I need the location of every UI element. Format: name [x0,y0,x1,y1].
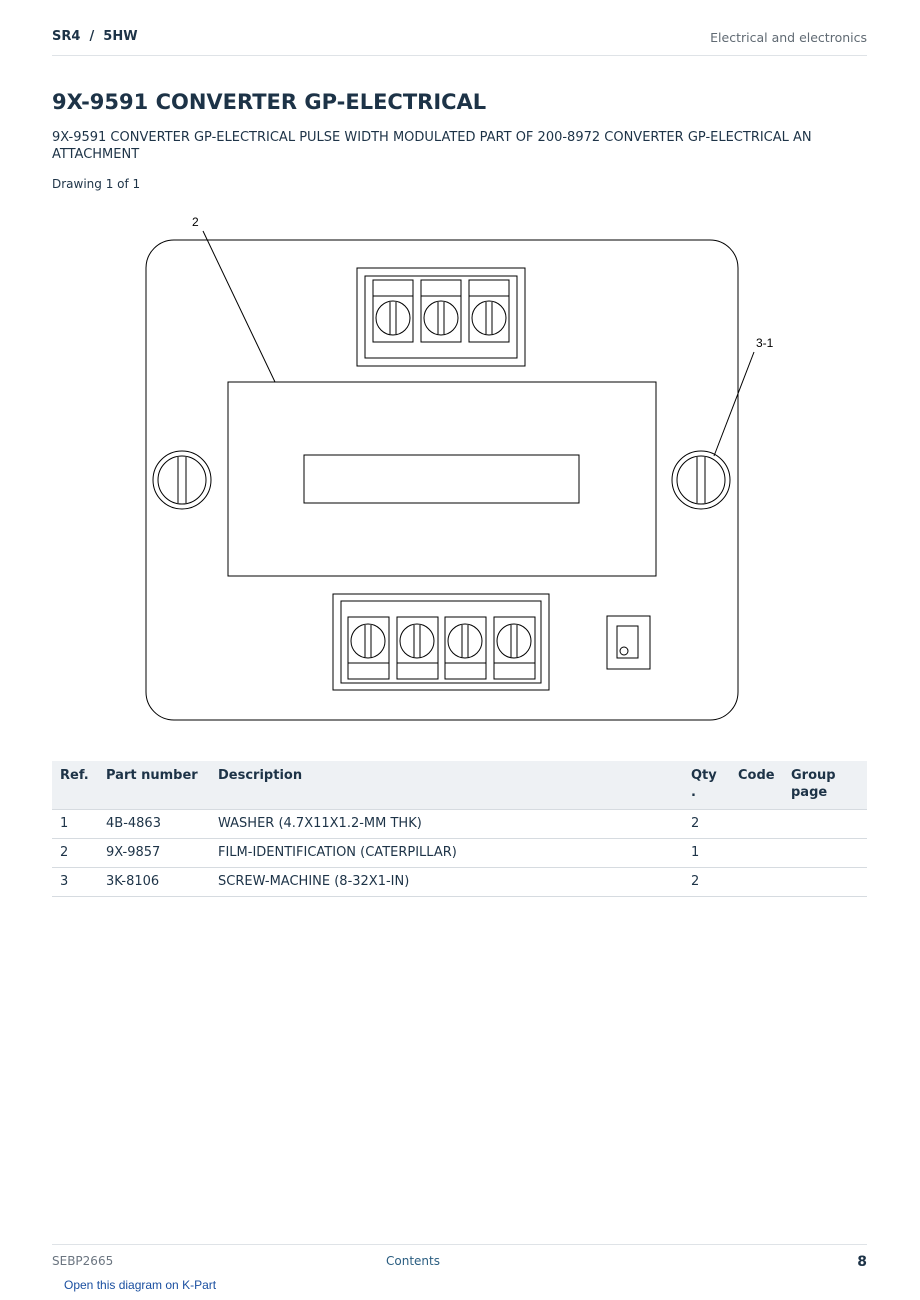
cell-qty: 2 [683,810,730,839]
cell-qty: 1 [683,839,730,868]
table-header-row [52,761,867,810]
indicator-switch [607,616,650,669]
terminal-screw [494,617,535,679]
drawing-label: Drawing 1 of 1 [52,177,141,191]
cell-part-number: 3K-8106 [98,868,210,897]
cell-code [730,868,783,897]
document-id: SEBP2665 [52,1254,114,1268]
cell-ref: 1 [52,810,98,839]
converter-plate [146,240,738,720]
cell-description: SCREW-MACHINE (8-32X1-IN) [210,868,683,897]
callout-3-1: 3-1 [756,336,774,350]
page-footer [52,1244,867,1292]
top-terminal-block [357,268,525,366]
parts-diagram [140,205,774,725]
terminal-screw [397,617,438,679]
identification-film [228,382,656,576]
mounting-screw-left [153,451,211,509]
display-window [304,455,579,503]
page-number: 8 [857,1254,867,1270]
cell-ref: 2 [52,839,98,868]
col-code: Code [730,761,783,810]
terminal-screw [373,280,413,342]
col-part-number: Part number [98,761,210,810]
breadcrumb: SR4 / 5HW [52,29,138,44]
cell-part-number: 4B-4863 [98,810,210,839]
terminal-screw [348,617,389,679]
col-group-page: Group page [783,761,867,810]
cell-group-page [783,839,867,868]
cell-group-page [783,868,867,897]
cell-code [730,810,783,839]
page-title: 9X-9591 CONVERTER GP-ELECTRICAL [52,90,487,114]
terminal-screw [421,280,461,342]
table-row [52,810,867,839]
cell-description: WASHER (4.7X11X1.2-MM THK) [210,810,683,839]
mounting-screw-right [672,451,730,509]
col-ref: Ref. [52,761,98,810]
terminal-screw [445,617,486,679]
cell-group-page [783,810,867,839]
terminal-screw [469,280,509,342]
cell-ref: 3 [52,868,98,897]
parts-table [52,761,867,897]
callout-2: 2 [192,215,199,229]
cell-part-number: 9X-9857 [98,839,210,868]
table-row [52,839,867,868]
cell-qty: 2 [683,868,730,897]
cell-code [730,839,783,868]
col-qty: Qty . [683,761,730,810]
page-subtitle: 9X-9591 CONVERTER GP-ELECTRICAL PULSE WIDTH MODULATED PART OF 200-8972 CONVERTER GP-ELECTRICAL AN ATTACHMENT [52,130,812,162]
contents-link[interactable]: Contents [386,1254,440,1268]
open-k-part-link[interactable]: Open this diagram on K-Part [64,1278,217,1292]
page-header [52,28,867,56]
col-description: Description [210,761,683,810]
bottom-terminal-block [333,594,549,690]
section-name: Electrical and electronics [710,30,867,45]
leader-line-3-1 [714,352,754,456]
table-row [52,868,867,897]
leader-line-2 [203,231,275,382]
cell-description: FILM-IDENTIFICATION (CATERPILLAR) [210,839,683,868]
